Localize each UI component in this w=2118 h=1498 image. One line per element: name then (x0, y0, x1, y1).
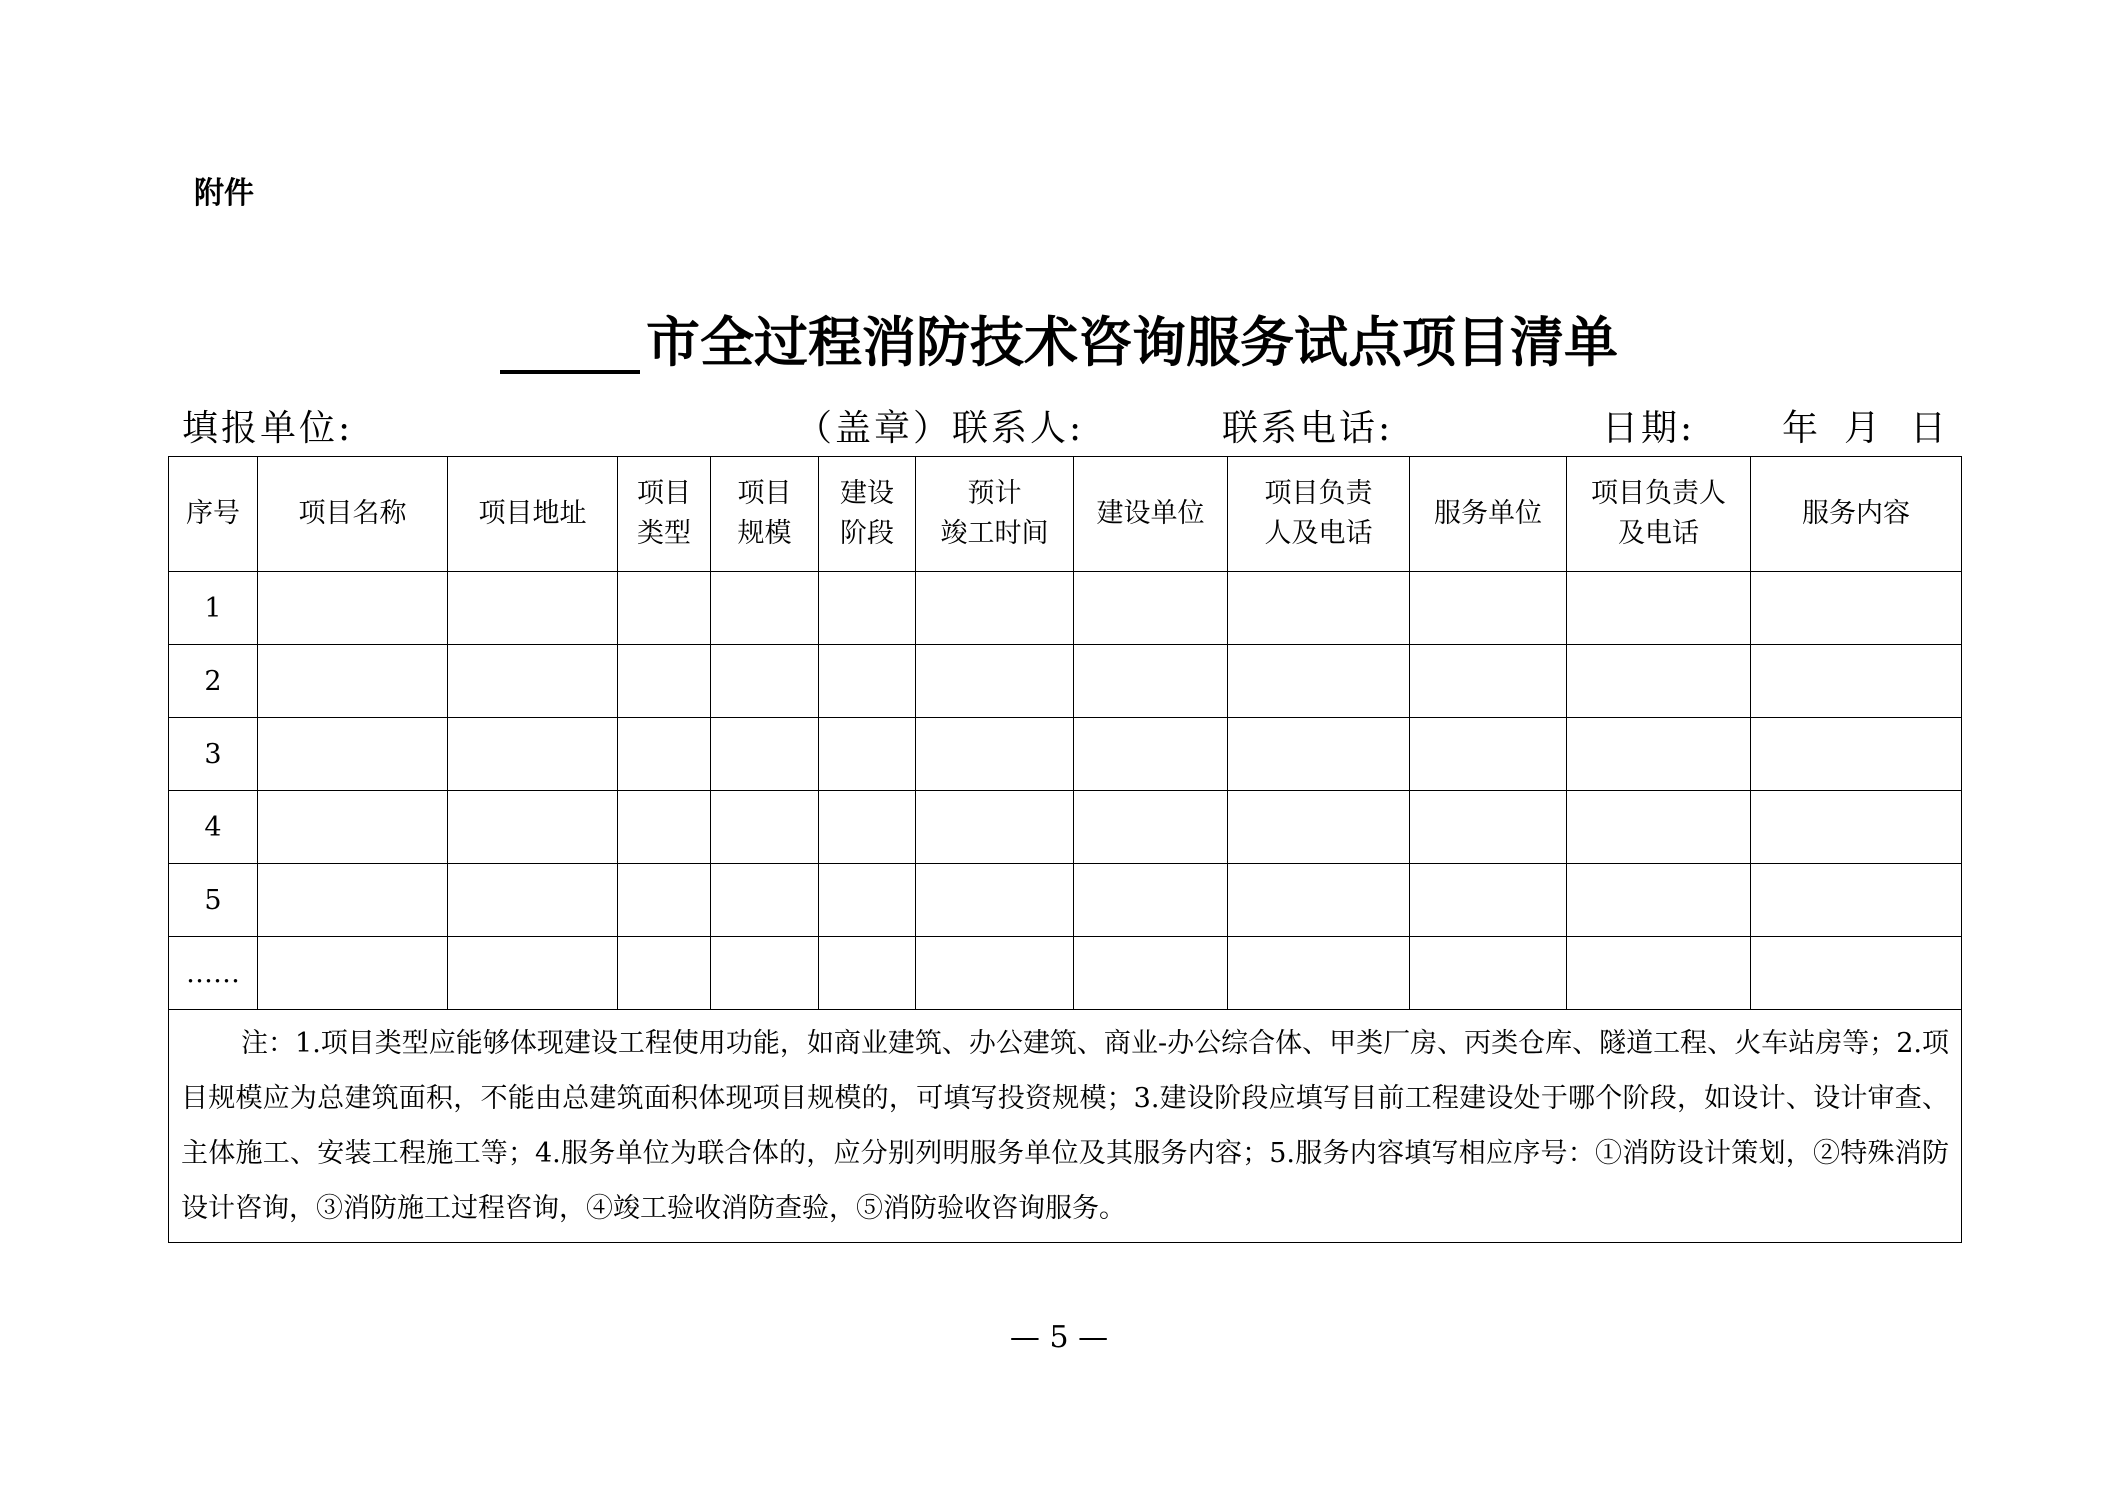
table-cell (1228, 864, 1410, 937)
date-day-label: 日 (1910, 408, 1950, 449)
table-cell (1567, 572, 1751, 645)
page-title (500, 312, 1618, 374)
table-cell (711, 718, 819, 791)
row-number: …… (169, 937, 258, 1010)
table-cell (1410, 645, 1567, 718)
table-cell (1228, 572, 1410, 645)
table-cell (258, 645, 448, 718)
column-header: 服务单位 (1410, 457, 1567, 572)
table-body (169, 572, 1962, 1243)
phone-label: 联系电话: (1222, 408, 1394, 449)
table-cell (1751, 864, 1962, 937)
table-cell (1410, 718, 1567, 791)
table-row (169, 937, 1962, 1010)
title-text: 市全过程消防技术咨询服务试点项目清单 (646, 311, 1618, 374)
table-cell (258, 718, 448, 791)
table-cell (448, 937, 618, 1010)
row-number: 4 (169, 791, 258, 864)
table-cell (618, 718, 711, 791)
table-cell (258, 937, 448, 1010)
table-cell (819, 791, 916, 864)
table-cell (1074, 718, 1228, 791)
table-cell (448, 718, 618, 791)
table-cell (1228, 937, 1410, 1010)
table-cell (1074, 864, 1228, 937)
table-cell (916, 572, 1074, 645)
table-cell (1228, 645, 1410, 718)
table-cell (1567, 645, 1751, 718)
table-cell (1567, 791, 1751, 864)
table-cell (618, 791, 711, 864)
table-cell (258, 864, 448, 937)
column-header: 项目地址 (448, 457, 618, 572)
seal-contact-label: （盖章）联系人: (796, 408, 1085, 449)
table-row (169, 791, 1962, 864)
table-cell (1567, 937, 1751, 1010)
table-cell (1410, 937, 1567, 1010)
table-cell (819, 572, 916, 645)
table-cell (916, 645, 1074, 718)
table-cell (258, 791, 448, 864)
title-wrap (0, 312, 2118, 378)
table-cell (819, 937, 916, 1010)
table-cell (1751, 937, 1962, 1010)
note-text: 注：1.项目类型应能够体现建设工程使用功能，如商业建筑、办公建筑、商业-办公综合体、甲类厂房、丙类仓库、隧道工程、火车站房等；2.项目规模应为总建筑面积，不能由总建筑面积体现项目规模的，可填写投资规模；3.建设阶段应填写目前工程建设处于哪个阶段，如设计、设计审查、主体施工、安装工程施工等；4.服务单位为联合体的，应分别列明服务单位及其服务内容；5.服务内容填写相应序号：①消防设计策划，②特殊消防设计咨询，③消防施工过程咨询，④竣工验收消防查验，⑤消防验收咨询服务。 (169, 1010, 1962, 1243)
table-cell (1567, 864, 1751, 937)
table-cell (618, 864, 711, 937)
table-cell (711, 572, 819, 645)
table-row (169, 645, 1962, 718)
table-row (169, 864, 1962, 937)
table-cell (258, 572, 448, 645)
table-cell (1410, 572, 1567, 645)
table-cell (1074, 572, 1228, 645)
note-row (169, 1010, 1962, 1243)
column-header: 预计 竣工时间 (916, 457, 1074, 572)
table-cell (1074, 645, 1228, 718)
table-cell (711, 645, 819, 718)
table-cell (1751, 572, 1962, 645)
table-cell (1228, 791, 1410, 864)
table-cell (618, 937, 711, 1010)
column-header: 项目负责人 及电话 (1567, 457, 1751, 572)
city-blank-line (500, 312, 640, 374)
table-cell (1751, 791, 1962, 864)
table-cell (448, 864, 618, 937)
fill-unit-label: 填报单位: (182, 408, 354, 449)
attachment-label: 附件 (194, 176, 254, 211)
column-header: 服务内容 (1751, 457, 1962, 572)
date-label: 日期: (1602, 408, 1696, 449)
column-header: 项目名称 (258, 457, 448, 572)
table-cell (448, 572, 618, 645)
table-cell (1228, 718, 1410, 791)
row-number: 2 (169, 645, 258, 718)
table-cell (819, 864, 916, 937)
project-list-table (168, 456, 1962, 1243)
table-cell (1751, 645, 1962, 718)
page-number: — 5 — (1009, 1320, 1109, 1355)
column-header: 项目 类型 (618, 457, 711, 572)
table-cell (711, 937, 819, 1010)
table-cell (1074, 791, 1228, 864)
table-cell (1410, 791, 1567, 864)
table-cell (711, 864, 819, 937)
table-cell (916, 864, 1074, 937)
table-cell (618, 645, 711, 718)
row-number: 5 (169, 864, 258, 937)
table-cell (448, 645, 618, 718)
table-cell (1074, 937, 1228, 1010)
column-header: 序号 (169, 457, 258, 572)
row-number: 3 (169, 718, 258, 791)
table-row (169, 718, 1962, 791)
header-row (169, 457, 1962, 572)
column-header: 建设 阶段 (819, 457, 916, 572)
table-cell (916, 937, 1074, 1010)
table-cell (819, 645, 916, 718)
info-row (182, 400, 1950, 450)
table-row (169, 572, 1962, 645)
row-number: 1 (169, 572, 258, 645)
date-month-label: 月 (1844, 408, 1884, 449)
table-cell (448, 791, 618, 864)
column-header: 建设单位 (1074, 457, 1228, 572)
column-header: 项目负责 人及电话 (1228, 457, 1410, 572)
table-cell (1751, 718, 1962, 791)
table-cell (1410, 864, 1567, 937)
table-cell (916, 791, 1074, 864)
date-year-label: 年 (1782, 408, 1822, 449)
table-cell (1567, 718, 1751, 791)
column-header: 项目 规模 (711, 457, 819, 572)
table-cell (916, 718, 1074, 791)
table-cell (819, 718, 916, 791)
table-cell (711, 791, 819, 864)
table-cell (618, 572, 711, 645)
